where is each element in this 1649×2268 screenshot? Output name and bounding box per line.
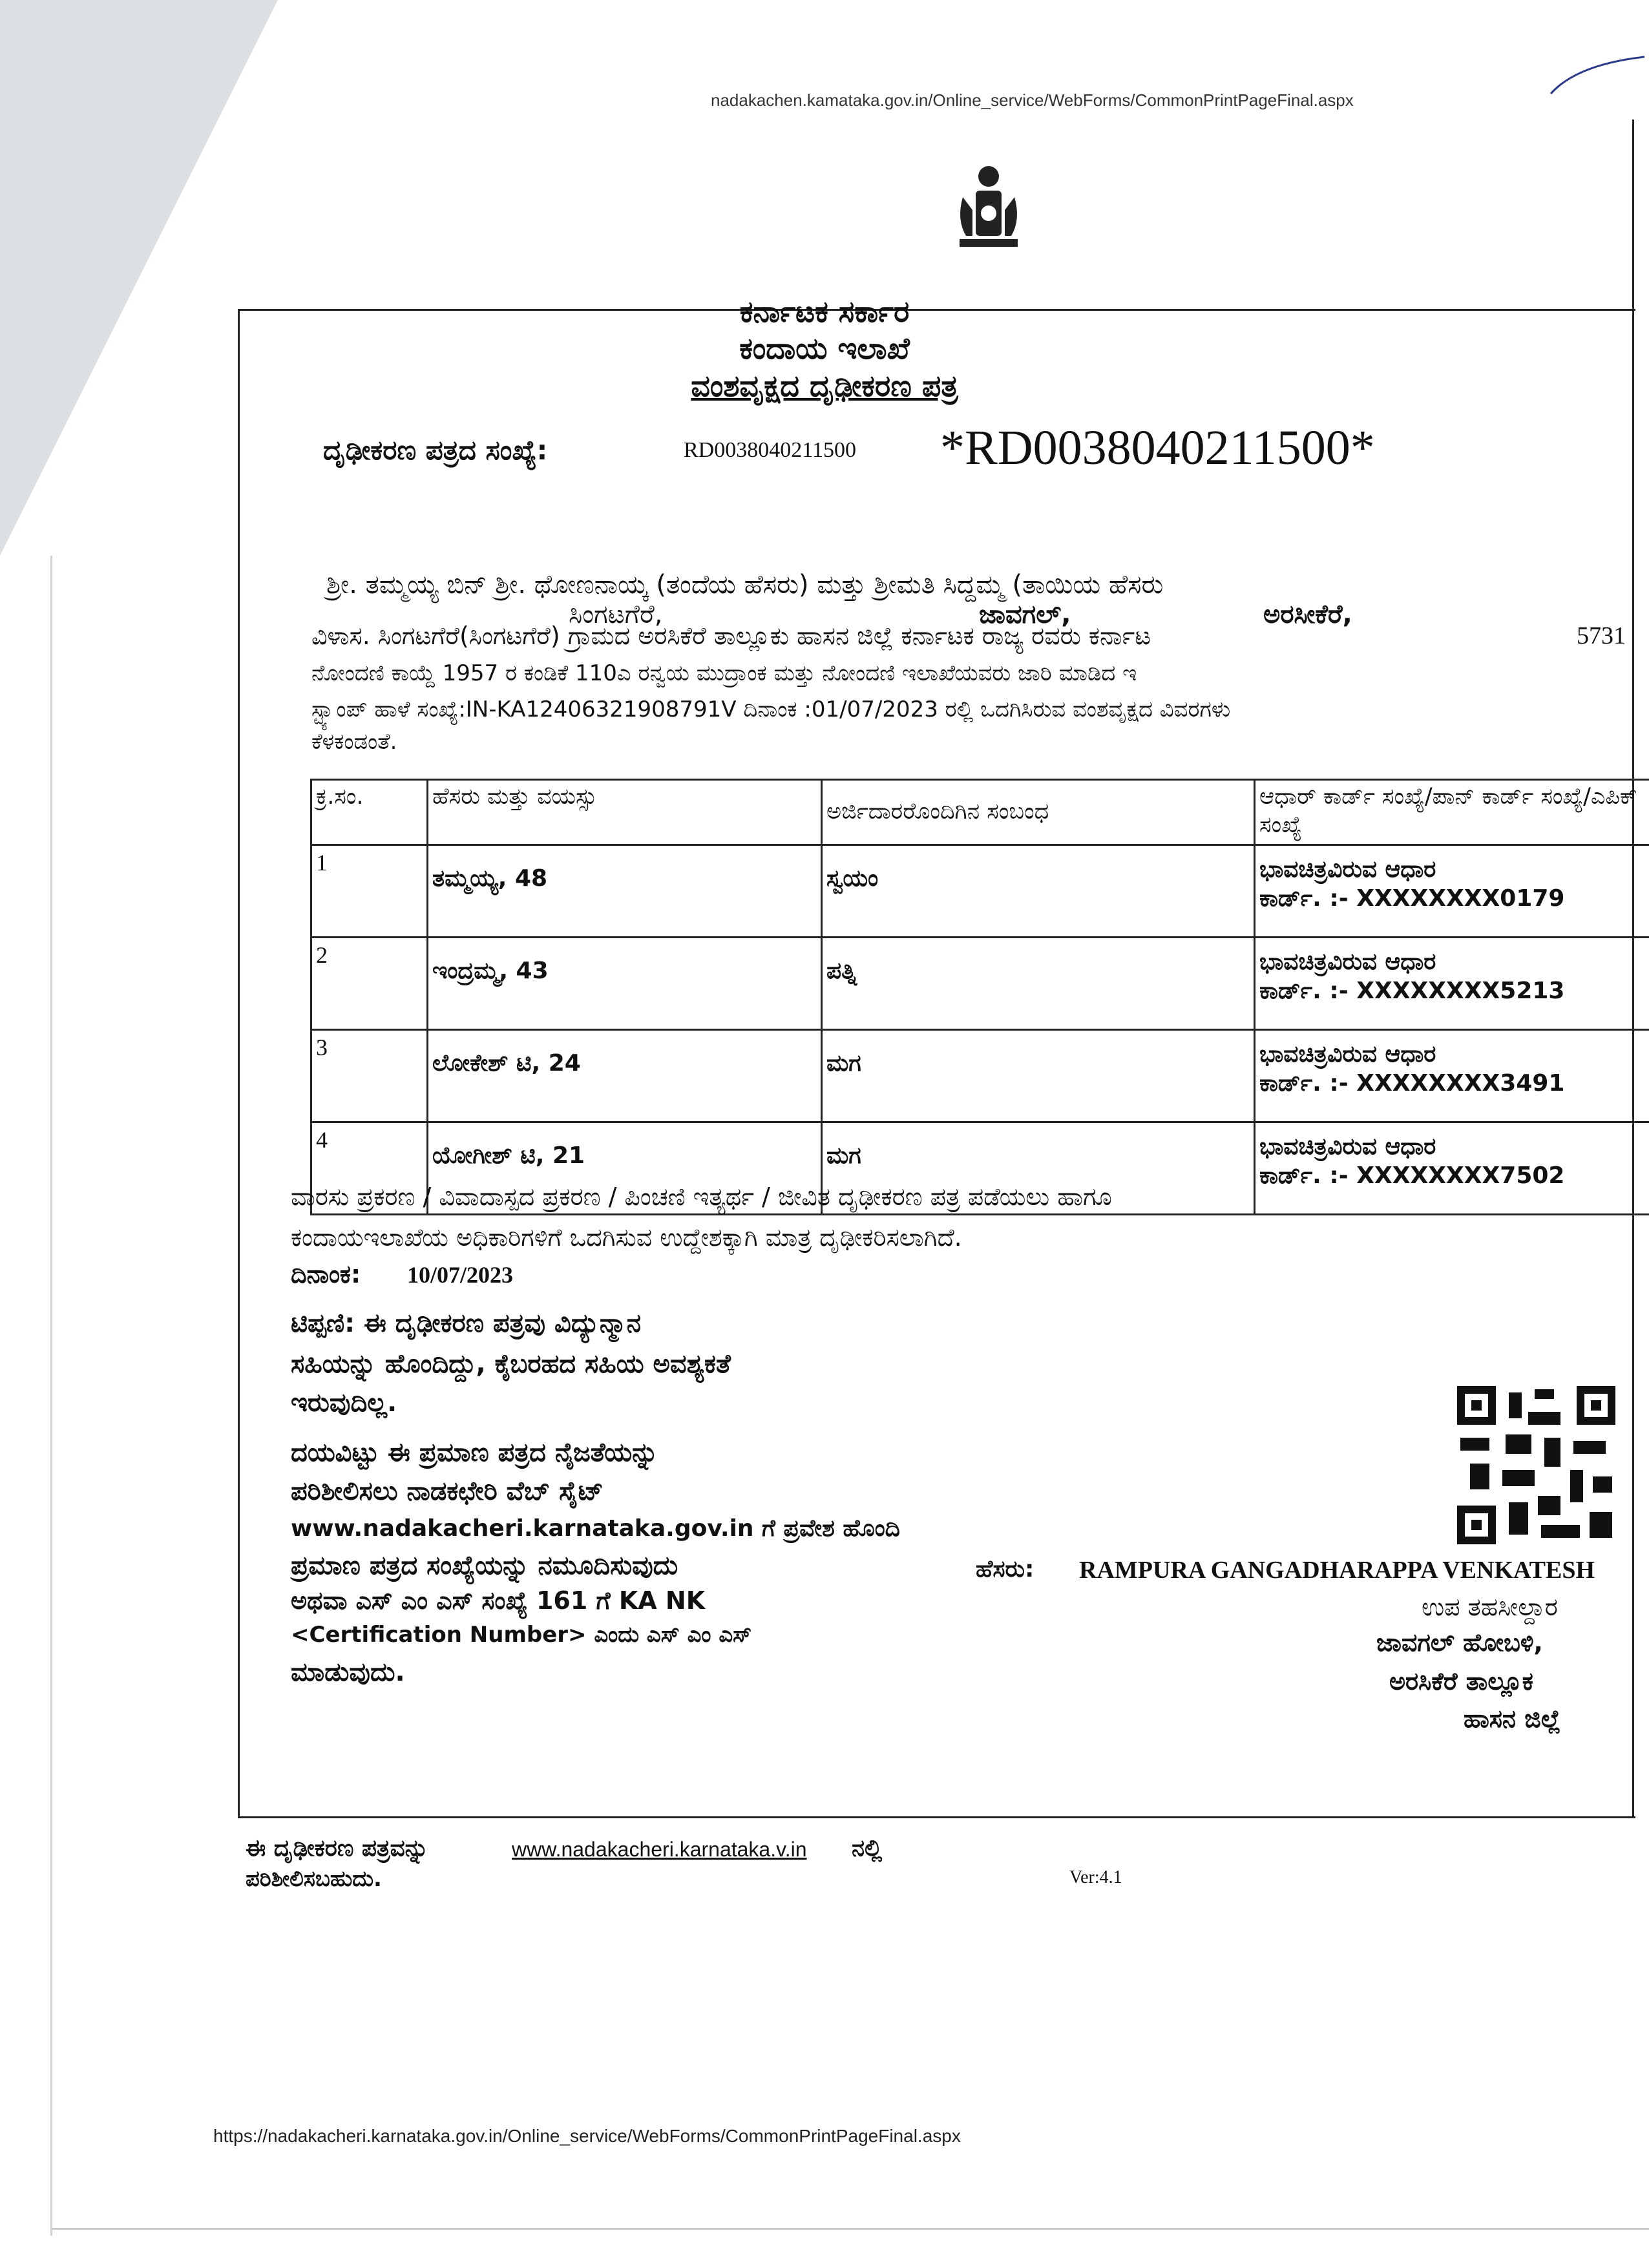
cell-id xyxy=(1255,1030,1649,1122)
family-table xyxy=(310,779,1649,1215)
cell-id-label: ಭಾವಚಿತ್ರವಿರುವ ಆಧಾರ xyxy=(1259,949,1436,975)
cell-sl: 1 xyxy=(311,845,428,938)
note-line-1: ಟಿಪ್ಪಣಿ: ಈ ದೃಢೀಕರಣ ಪತ್ರವು ವಿದ್ಯುನ್ಮಾನ xyxy=(291,1308,641,1338)
department-name: ಕಂದಾಯ ಇಲಾಖೆ xyxy=(739,331,910,366)
signatory-hobli: ಜಾವಗಲ್ ಹೋಬಳಿ, xyxy=(1376,1628,1543,1657)
cell-id-label: ಭಾವಚಿತ್ರವಿರುವ ಆಧಾರ xyxy=(1259,856,1436,883)
cell-name: ಲೋಕೇಶ್ ಟಿ, 24 xyxy=(428,1030,822,1122)
cell-id xyxy=(1255,845,1649,938)
verify-line-3: www.nadakacheri.karnataka.gov.in ಗೆ ಪ್ರವೇಶ ಹೊಂದಿ xyxy=(291,1515,900,1542)
issue-date-label: ದಿನಾಂಕ: xyxy=(291,1260,361,1288)
footer-line-2: ಪರಿಶೀಲಿಸಬಹುದು. xyxy=(246,1866,382,1892)
table-row xyxy=(311,938,1649,1030)
cell-id-value: ಕಾರ್ಡ್. :- XXXXXXXX0179 xyxy=(1259,885,1565,912)
cell-id xyxy=(1255,938,1649,1030)
verify-line-6: <Certification Number> ಎಂದು ಎಸ್ ಎಂ ಎಸ್ xyxy=(291,1622,752,1648)
body-taluk: ಅರಸೀಕೆರೆ, xyxy=(1263,600,1352,629)
signatory-name-label: ಹೆಸರು: xyxy=(976,1556,1035,1582)
certificate-barcode-text: *RD0038040211500* xyxy=(940,421,1375,475)
issue-date: 10/07/2023 xyxy=(407,1262,514,1288)
note-line-3: ಇರುವುದಿಲ್ಲ. xyxy=(291,1388,397,1418)
verify-line-4: ಪ್ರಮಾಣ ಪತ್ರದ ಸಂಖ್ಯೆಯನ್ನು ನಮೂದಿಸುವುದು xyxy=(291,1551,678,1580)
body-line-4: ನೋಂದಣಿ ಕಾಯ್ದೆ 1957 ರ ಕಂಡಿಕೆ 110ಎ ರನ್ವಯ ಮುದ್ರಾಂಕ ಮತ್ತು ನೋಂದಣಿ ಇಲಾಖೆಯವರು ಜಾರಿ ಮಾಡಿದ ಇ xyxy=(311,660,1137,686)
verify-line-1: ದಯವಿಟ್ಟು ಈ ಪ್ರಮಾಣ ಪತ್ರದ ನೈಜತೆಯನ್ನು xyxy=(291,1438,658,1467)
government-name: ಕರ್ನಾಟಕ ಸರ್ಕಾರ xyxy=(739,294,910,329)
body-hobli: ಜಾವಗಲ್, xyxy=(979,600,1071,629)
verify-line-7: ಮಾಡುವುದು. xyxy=(291,1657,405,1687)
footer-line-1-suffix: ನಲ್ಲಿ xyxy=(852,1835,883,1862)
cell-relation: ಸ್ವಯಂ xyxy=(822,845,1255,938)
purpose-line-1: ವಾರಸು ಪ್ರಕರಣ / ವಿವಾದಾಸ್ಪದ ಪ್ರಕರಣ / ಪಿಂಚಣಿ ಇತ್ಯರ್ಥ / ಜೀವಿತ ದೃಢೀಕರಣ ಪತ್ರ ಪಡೆಯಲು ಹಾಗೂ xyxy=(291,1182,1112,1211)
cell-sl: 3 xyxy=(311,1030,428,1122)
certificate-number: RD0038040211500 xyxy=(684,438,856,462)
body-line-1: ಶ್ರೀ. ತಮ್ಮಯ್ಯ ಬಿನ್ ಶ್ರೀ. ಥೋಣನಾಯ್ಕ (ತಂದೆಯ ಹೆಸರು) ಮತ್ತು ಶ್ರೀಮತಿ ಸಿದ್ದಮ್ಮ (ತಾಯಿಯ ಹೆಸರು xyxy=(326,570,1164,600)
col-header-name: ಹೆಸರು ಮತ್ತು ವಯಸ್ಸು xyxy=(428,780,822,845)
footer-line-1-prefix: ಈ ದೃಢೀಕರಣ ಪತ್ರವನ್ನು xyxy=(246,1835,429,1862)
body-line-5: ಸ್ಟ್ಯಾಂಪ್ ಹಾಳೆ ಸಂಖ್ಯೆ:IN-KA12406321908791V ದಿನಾಂಕ :01/07/2023 ರಲ್ಲಿ ಒದಗಿಸಿರುವ ವಂಶವೃಕ್ಷದ ವಿವರಗಳು xyxy=(311,697,1231,722)
cell-id-value: ಕಾರ್ಡ್. :- XXXXXXXX3491 xyxy=(1259,1070,1565,1097)
cell-id-value: ಕಾರ್ಡ್. :- XXXXXXXX7502 xyxy=(1259,1162,1565,1189)
cell-relation: ಮಗ xyxy=(822,1122,1255,1215)
cell-sl: 2 xyxy=(311,938,428,1030)
version-label: Ver:4.1 xyxy=(1069,1867,1122,1887)
cell-sl: 4 xyxy=(311,1122,428,1215)
pen-mark xyxy=(1538,52,1649,103)
cell-name: ಯೋಗೀಶ್ ಟಿ, 21 xyxy=(428,1122,822,1215)
signatory-district: ಹಾಸನ ಜಿಲ್ಲೆ xyxy=(1464,1705,1561,1733)
cell-name: ತಮ್ಮಯ್ಯ, 48 xyxy=(428,845,822,938)
table-row xyxy=(311,1030,1649,1122)
body-line-6: ಕೆಳಕಂಡಂತೆ. xyxy=(311,729,397,755)
cell-id xyxy=(1255,1122,1649,1215)
note-line-2: ಸಹಿಯನ್ನು ಹೊಂದಿದ್ದು, ಕೈಬರಹದ ಸಹಿಯ ಅವಶ್ಯಕತೆ xyxy=(291,1349,731,1379)
cell-relation: ಮಗ xyxy=(822,1030,1255,1122)
scan-left-edge xyxy=(50,556,52,2236)
top-url: nadakachen.kamataka.gov.in/Online_service/WebForms/CommonPrintPageFinal.aspx xyxy=(711,90,1354,110)
cell-relation: ಪತ್ನಿ xyxy=(822,938,1255,1030)
cell-name: ಇಂದ್ರಮ್ಮ, 43 xyxy=(428,938,822,1030)
table-header-row xyxy=(311,780,1649,845)
verify-line-5: ಅಥವಾ ಎಸ್ ಎಂ ಎಸ್ ಸಂಖ್ಯೆ 161 ಗೆ KA NK xyxy=(291,1586,706,1615)
paper-fold xyxy=(0,0,278,556)
cell-id-label: ಭಾವಚಿತ್ರವಿರುವ ಆಧಾರ xyxy=(1259,1133,1436,1160)
col-header-sl: ಕ್ರ.ಸಂ. xyxy=(311,780,428,845)
col-header-relation: ಅರ್ಜಿದಾರರೊಂದಿಗಿನ ಸಂಬಂಧ xyxy=(822,780,1255,845)
purpose-line-2: ಕಂದಾಯಇಲಾಖೆಯ ಅಧಿಕಾರಿಗಳಿಗೆ ಒದಗಿಸುವ ಉದ್ದೇಶಕ್ಕಾಗಿ ಮಾತ್ರ ದೃಢೀಕರಿಸಲಾಗಿದೆ. xyxy=(291,1223,962,1252)
document-title: ವಂಶವೃಕ್ಷದ ದೃಢೀಕರಣ ಪತ್ರ xyxy=(691,368,958,403)
body-pincode: 5731 xyxy=(1577,622,1626,649)
body-village: ಸಿಂಗಟಗೆರೆ, xyxy=(569,600,663,629)
signatory-designation: ಉಪ ತಹಸೀಲ್ದಾರ xyxy=(1422,1593,1558,1621)
cell-id-value: ಕಾರ್ಡ್. :- XXXXXXXX5213 xyxy=(1259,978,1565,1004)
table-row xyxy=(311,845,1649,938)
certificate-number-label: ದೃಢೀಕರಣ ಪತ್ರದ ಸಂಖ್ಯೆ: xyxy=(323,434,548,466)
verification-qr-code xyxy=(1457,1386,1615,1544)
verify-line-2: ಪರಿಶೀಲಿಸಲು ನಾಡಕಛೇರಿ ವೆಬ್ ಸೈಟ್ xyxy=(291,1476,604,1506)
col-header-id: ಆಧಾರ್ ಕಾರ್ಡ್ ಸಂಖ್ಯೆ/ಪಾನ್ ಕಾರ್ಡ್ ಸಂಖ್ಯೆ/ಎಪಿಕ್ ಸಂಖ್ಯೆ xyxy=(1255,780,1649,845)
footer-verification-link[interactable]: www.nadakacheri.karnataka.v.in xyxy=(512,1838,807,1861)
signatory-name: RAMPURA GANGADHARAPPA VENKATESH xyxy=(1079,1557,1595,1584)
body-line-3: ವಿಳಾಸ. ಸಿಂಗಟಗೆರೆ(ಸಿಂಗಟಗೆರೆ) ಗ್ರಾಮದ ಅರಸಿಕೆರೆ ತಾಲ್ಲೂಕು ಹಾಸನ ಜಿಲ್ಲೆ ಕರ್ನಾಟಕ ರಾಜ್ಯ ರವರು ಕರ್ನಾಟ xyxy=(311,622,1151,650)
signatory-taluk: ಅರಸಿಕೆರೆ ತಾಲ್ಲೂಕ xyxy=(1389,1667,1533,1696)
cell-id-label: ಭಾವಚಿತ್ರವಿರುವ ಆಧಾರ xyxy=(1259,1041,1436,1067)
scan-bottom-edge xyxy=(52,2228,1649,2230)
state-emblem-icon xyxy=(943,158,1034,255)
bottom-url: https://nadakacheri.karnataka.gov.in/Online_service/WebForms/CommonPrintPageFinal.aspx xyxy=(213,2126,961,2146)
